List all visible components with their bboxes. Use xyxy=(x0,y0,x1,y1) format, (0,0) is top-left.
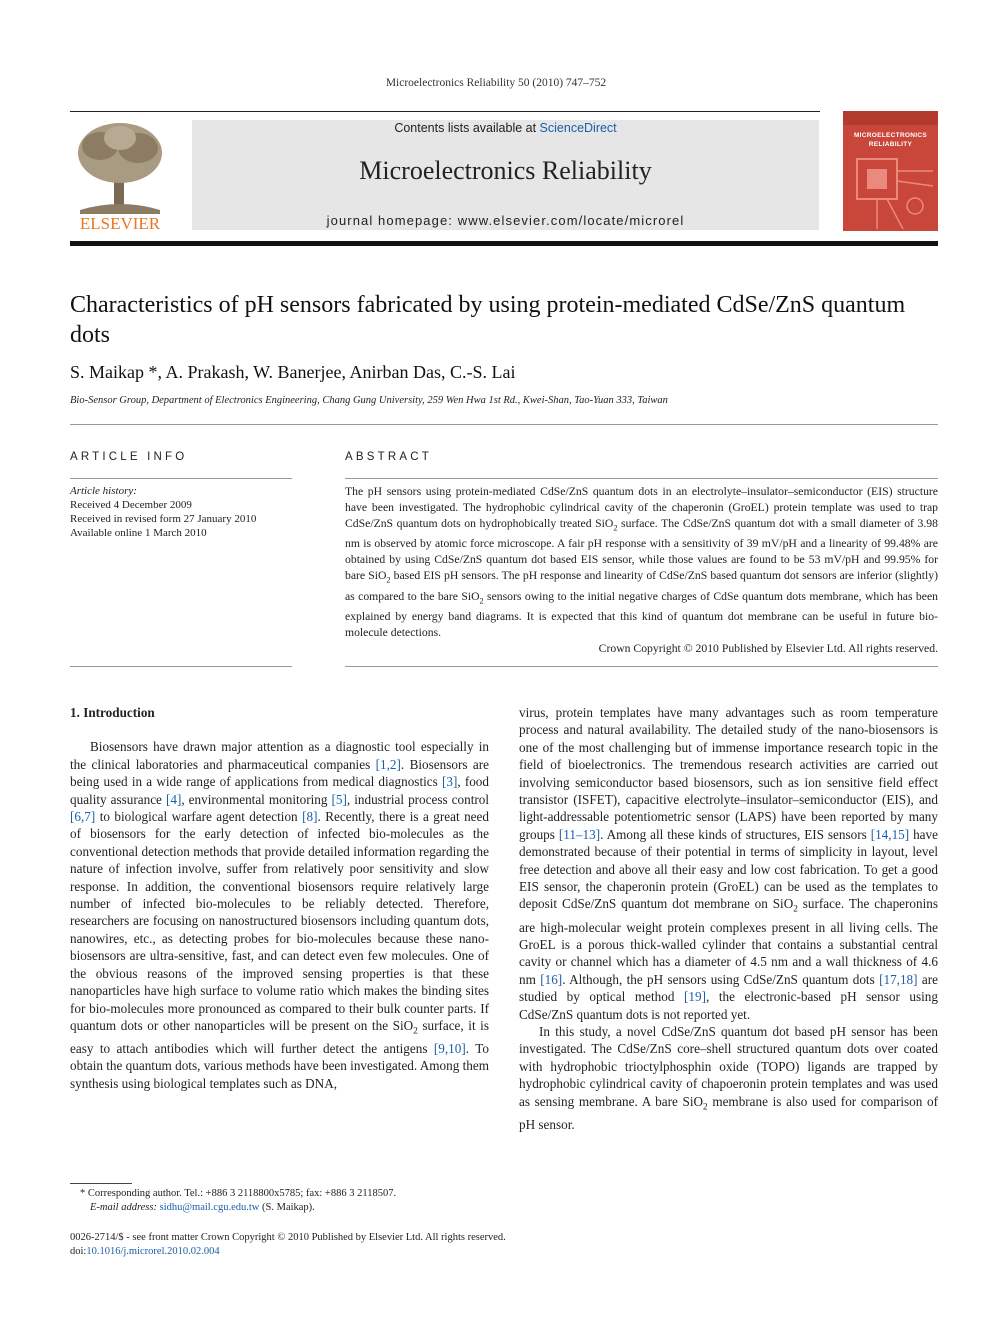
abstract-text: The pH sensors using protein-mediated CdSe/ZnS quantum dots in an electrolyte–insulator–semiconductor (EIS) structure have been investigated. The hydrophobic cylindrical cavity of the chaperonin (GroEL) protein template was used to trap CdSe/ZnS quantum dots on hydrophobically treated SiO$_2$ surface. The CdSe/ZnS quantum dot with a small diameter of 3.98 nm is observed by atomic force microscope. A fair pH response with a sensitivity of 39 mV/pH and a linearity of 99.48% are obtained by using CdSe/ZnS quantum dot based EIS sensor, while those values are found to be 53 mV/pH and 99.95% for bare SiO$_2$ based EIS pH sensors. The pH response and linearity of CdSe/ZnS based quantum dot sensors are inferior (slightly) as compared to the bare SiO$_2$ sensors owing to the initial negative charges of CdSe quantum dots membrane, which has been explained by energy band diagrams. It is expected that this kind of quantum dot membrane can be useful in future bio-molecule detections. xyxy=(345,485,939,639)
issn-line: 0026-2714/$ - see front matter Crown Copyright © 2010 Published by Elsevier Ltd. All rights reserved. xyxy=(70,1232,506,1243)
header-thick-rule xyxy=(70,241,938,246)
intro-heading: 1. Introduction xyxy=(70,705,155,720)
abstract-body xyxy=(345,484,938,657)
doi-link[interactable]: 10.1016/j.microrel.2010.02.004 xyxy=(86,1246,220,1257)
body-column-left xyxy=(70,704,489,1092)
intro-paragraph-2: In this study, a novel CdSe/ZnS quantum dot based pH sensor has been investigated. The CdSe/ZnS core–shell structured quantum dots over coated with hydrophobic trioctylphosphin oxide (TOPO) ligands are trapped by hydrophobic cylindrical cavity of chapoeronin protein templates and was used as sensing membrane. A bare SiO$_2$ membrane is also used for comparison of pH sensor. xyxy=(519,1023,938,1132)
intro-paragraph-1-cont: virus, protein templates have many advantages such as room temperature process and natural availability. The detailed study of the nano-biosensors is one of the most challenging but of immense importance research topic in the field of bioelectronics. The tremendous research activities are carried out involving semiconductor based biosensors, such as ion sensitive field effect transistor (ISFET), capacitive electrolyte–insulator–semiconductor (EIS), and light-addressable potentiometric sensor (LAPS) have been reported by many groups [11–13]. Among all these kinds of structures, EIS sensors [14,15] have demonstrated because of their potential in terms of simplicity in layout, level free detection and above all their easy and low cost fabrication. To get a good EIS sensor, the chaperonin protein (GroEL) can be used as the templates to deposit CdSe/ZnS quantum dot membrane on SiO$_2$ surface. The chaperonins are high-molecular weight protein complexes present in all living cells. The GroEL is a porous thick-walled cylinder that contains a substantial central cavity or channel which has a diameter of 4.5 nm and a wall thickness of 4.6 nm [16]. Although, the pH sensors using CdSe/ZnS quantum dots [17,18] are studied by optical method [19], the electronic-based pH sensor using CdSe/ZnS quantum dots is not reported yet. xyxy=(519,705,938,1022)
divider xyxy=(345,478,938,479)
history-received: Received 4 December 2009 xyxy=(70,499,192,511)
doi-label: doi: xyxy=(70,1246,87,1257)
journal-title: Microelectronics Reliability xyxy=(359,156,652,185)
footnote-rule xyxy=(70,1183,132,1184)
history-online: Available online 1 March 2010 xyxy=(70,527,207,539)
journal-citation: Microelectronics Reliability 50 (2010) 747–752 xyxy=(385,77,607,89)
elsevier-logo xyxy=(70,118,170,233)
journal-homepage[interactable]: journal homepage: www.elsevier.com/locate/microrel xyxy=(326,213,685,228)
intro-paragraph-1: Biosensors have drawn major attention as a diagnostic tool especially in the clinical laboratories and pharmaceutical companies [1,2]. Biosensors are being used in a wide range of applications from medical diagnostics [3], food quality assurance [4], environmental monitoring [5], industrial process control [6,7] to biological warfare agent detection [8]. Recently, there is a great need of biosensors for the early detection of infected bio-molecules as the conventional detection methods that provide detailed information regarding the nature of infection involve, suffer from relatively poor sensitivity and slow response. In addition, the conventional biosensors require relatively large number of infected bio-molecules to be reliably detected. Therefore, researchers are focusing on nanostructured biosensors including quantum dots, nanowires, etc., as detecting probes for bio-molecules because these nano-biosensors are ultra-sensitive, fast, and can detect even few molecules. One of the obvious reasons of the improved sensing properties is that these nanoparticles have high surface to volume ratio which makes the binding sites for bio-molecules more pronounced as compared to their bulk counter parts. If quantum dots or other nanoparticles will be present on the SiO$_2$ surface, it is easy to attach antibodies which will further detect the antigens [9,10]. To obtain the quantum dots, various methods have been investigated. Among them synthesis using biological templates such as DNA, xyxy=(70,739,490,1091)
corresponding-author: * Corresponding author. Tel.: +886 3 2118800x5785; fax: +886 3 2118507. xyxy=(80,1188,397,1199)
email-suffix: (S. Maikap). xyxy=(259,1202,315,1213)
article-affiliation: Bio-Sensor Group, Department of Electronics Engineering, Chang Gung University, 259 Wen Hwa 1st Rd., Kwei-Shan, Tao-Yuan 333, Taiwan xyxy=(70,395,668,406)
contents-line xyxy=(192,121,819,135)
email-label: E-mail address: xyxy=(90,1202,160,1213)
history-revised: Received in revised form 27 January 2010 xyxy=(70,513,257,525)
divider xyxy=(345,666,938,667)
circuit-pattern-icon xyxy=(843,111,938,231)
journal-cover-thumbnail xyxy=(843,111,938,231)
divider xyxy=(70,478,292,479)
abstract-copyright: Crown Copyright © 2010 Published by Elsevier Ltd. All rights reserved. xyxy=(598,641,938,655)
article-history xyxy=(70,484,292,540)
body-column-right xyxy=(519,704,938,1133)
article-info-heading: ARTICLE INFO xyxy=(70,451,188,463)
email-link[interactable]: sidhu@mail.cgu.edu.tw xyxy=(159,1202,260,1213)
history-label: Article history: xyxy=(70,485,137,497)
header-rule xyxy=(70,111,820,112)
article-authors: S. Maikap *, A. Prakash, W. Banerjee, Anirban Das, C.-S. Lai xyxy=(70,362,516,382)
corresponding-author-footnote xyxy=(70,1187,500,1215)
divider xyxy=(70,666,292,667)
contents-prefix: Contents lists available at xyxy=(394,121,540,135)
front-matter-footer xyxy=(70,1231,770,1259)
elsevier-tree-icon xyxy=(70,118,170,233)
cover-title: MICROELECTRONICS RELIABILITY xyxy=(853,132,928,148)
elsevier-wordmark: ELSEVIER xyxy=(79,214,161,233)
article-title: Characteristics of pH sensors fabricated by using protein-mediated CdSe/ZnS quantum dots xyxy=(70,292,906,348)
abstract-heading: ABSTRACT xyxy=(345,451,432,463)
sciencedirect-link[interactable]: ScienceDirect xyxy=(539,121,617,135)
divider xyxy=(70,424,938,425)
